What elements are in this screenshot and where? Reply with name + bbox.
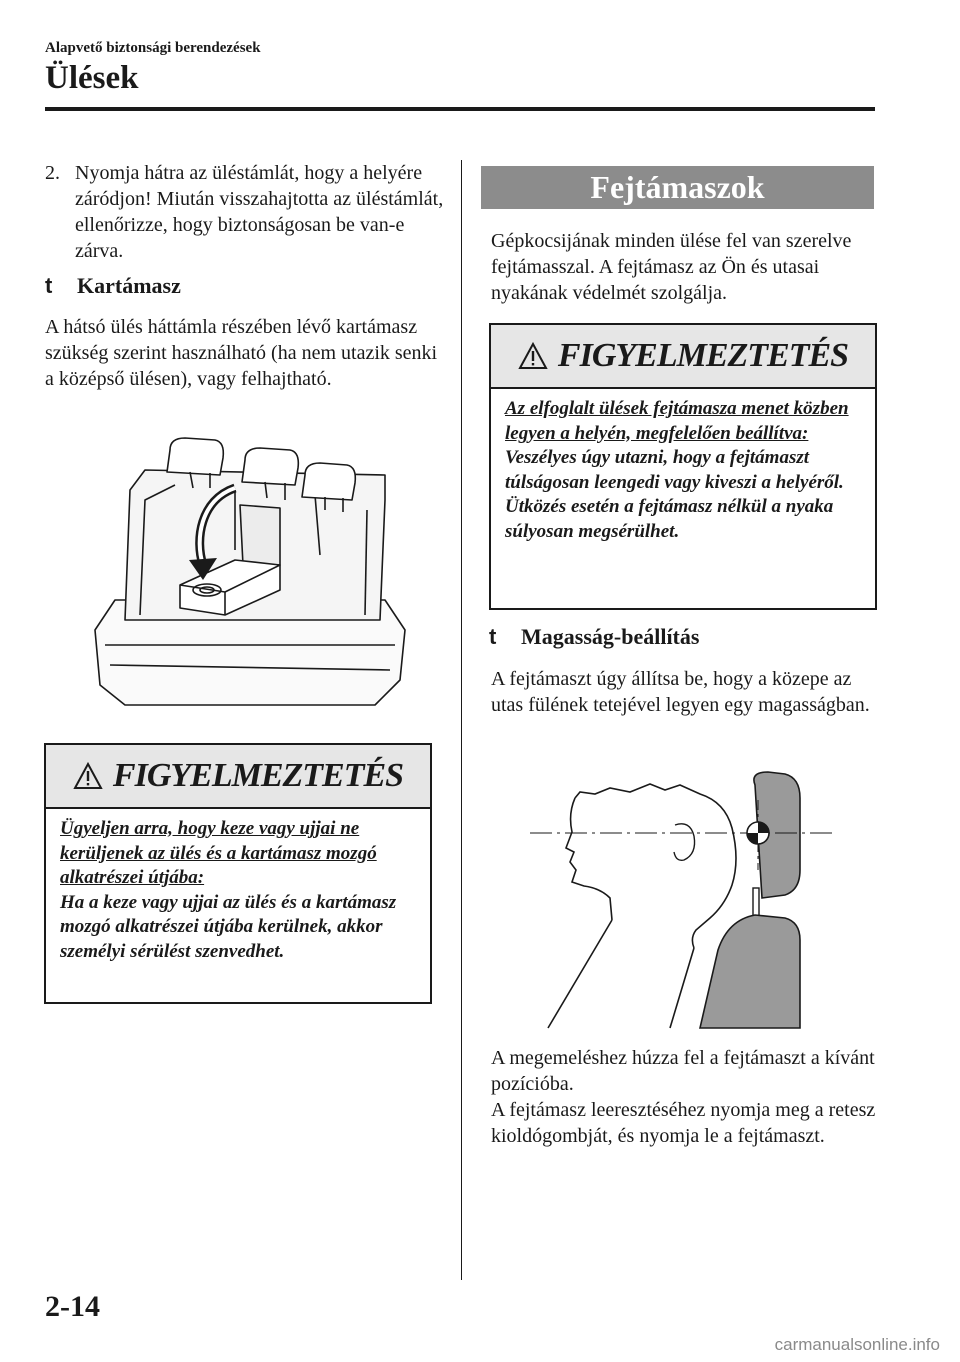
armrest-text: A hátsó ülés háttámla részében lévő kartámasz szükség szerint használható (ha nem utazik senki a középső ülésen), vagy felhajtható. bbox=[45, 316, 438, 390]
chapter-title: Ülések bbox=[45, 60, 139, 96]
warning-text: Veszélyes úgy utazni, hogy a fejtámaszt túlságosan leengedi vagy kiveszi a helyéről. Ütközés esetén a fejtámasz nélkül a nyaka súlyosan megsérülhet. bbox=[505, 447, 844, 542]
height-heading bbox=[489, 624, 699, 650]
lower-text: A fejtámasz leeresztéséhez nyomja meg a retesz kioldógombját, és nyomja le a fejtámaszt. bbox=[491, 1099, 876, 1147]
rear-seat-armrest-illustration bbox=[85, 430, 415, 715]
header-rule bbox=[45, 107, 875, 111]
warning-box-armrest bbox=[44, 743, 432, 1004]
warning-underlined-text: Ügyeljen arra, hogy keze vagy ujjai ne kerüljenek az ülés és a kartámasz mozgó alkatrészei útjába: bbox=[60, 818, 377, 888]
armrest-heading bbox=[45, 273, 181, 299]
warning-header bbox=[46, 745, 430, 809]
warning-triangle-icon bbox=[518, 342, 548, 370]
warning-title: FIGYELMEZTETÉS bbox=[112, 757, 404, 794]
warning-underlined-text: Az elfoglalt ülések fejtámasza menet közben legyen a helyén, megfelelően beállítva: bbox=[505, 398, 849, 444]
warning-body bbox=[46, 809, 430, 964]
warning-title: FIGYELMEZTETÉS bbox=[557, 337, 849, 374]
warning-box-headrest bbox=[489, 323, 877, 610]
height-text: A fejtámaszt úgy állítsa be, hogy a közepe az utas fülének tetejével legyen egy magasságban. bbox=[491, 668, 870, 716]
warning-body bbox=[491, 389, 875, 544]
warning-text: Ha a keze vagy ujjai az ülés és a kartámasz mozgó alkatrészei útjába kerülnek, akkor személyi sérülést szenvedhet. bbox=[60, 891, 397, 962]
watermark: carmanualsonline.info bbox=[774, 1335, 940, 1354]
height-heading-text: Magasság-beállítás bbox=[521, 624, 700, 649]
page-number: 2-14 bbox=[45, 1290, 100, 1323]
column-divider bbox=[461, 160, 462, 1280]
step-2 bbox=[45, 160, 445, 264]
breadcrumb: Alapvető biztonsági berendezések bbox=[45, 40, 261, 56]
section-title: Fejtámaszok bbox=[481, 166, 874, 209]
armrest-heading-text: Kartámasz bbox=[77, 273, 181, 298]
step-number: 2. bbox=[45, 162, 60, 184]
raise-text: A megemeléshez húzza fel a fejtámaszt a kívánt pozícióba. bbox=[491, 1047, 875, 1095]
step-text: Nyomja hátra az üléstámlát, hogy a helyére záródjon! Miután visszahajtotta az üléstámlát, ellenőrizze, hogy biztonságosan be van-e zárva. bbox=[75, 162, 444, 262]
headrest-intro-text: Gépkocsijának minden ülése fel van szerelve fejtámasszal. A fejtámasz az Ön és utasai nyakának védelmét szolgálja. bbox=[491, 230, 852, 304]
warning-triangle-icon bbox=[73, 762, 103, 790]
heading-bullet: t bbox=[489, 624, 497, 649]
warning-header bbox=[491, 325, 875, 389]
heading-bullet: t bbox=[45, 273, 53, 298]
headrest-height-illustration bbox=[500, 770, 840, 1030]
